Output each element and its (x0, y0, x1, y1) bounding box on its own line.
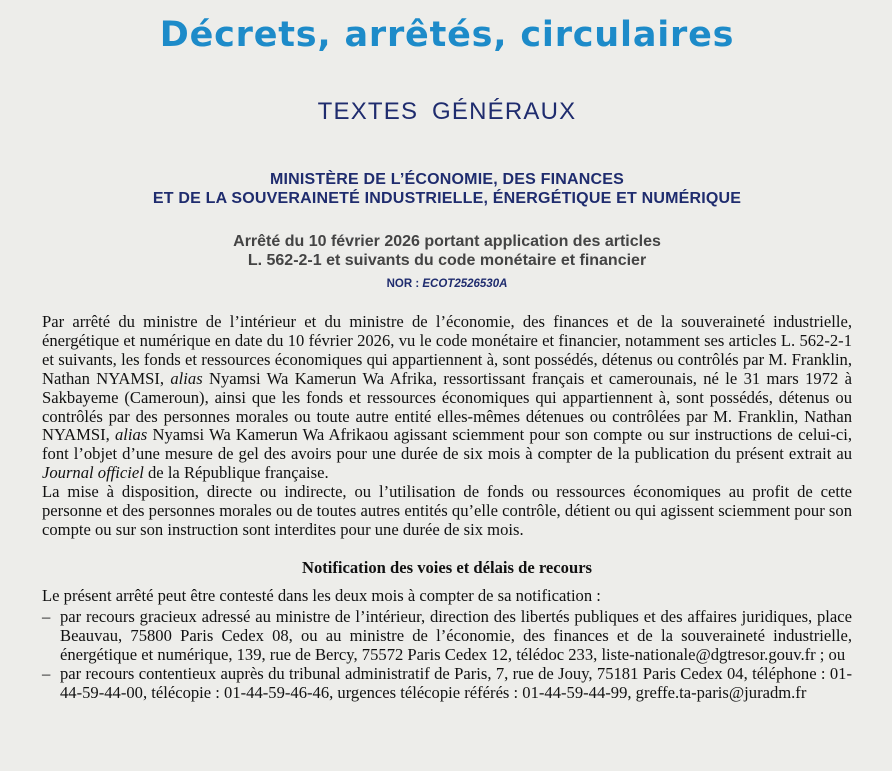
recours-item-gracieux (42, 608, 852, 665)
arrete-title (42, 232, 852, 270)
dash-bullet: – (42, 606, 51, 626)
ministry-line-2: ET DE LA SOUVERAINETÉ INDUSTRIELLE, ÉNERGÉTIQUE ET NUMÉRIQUE (152, 190, 742, 207)
dash-bullet: – (42, 663, 51, 683)
recours-item-text: par recours gracieux adressé au ministre de l’intérieur, direction des libertés publiques et des affaires juridiques, place Beauvau, 75800 Paris Cedex 08, ou au ministre de l’économie, des finances et de la souveraineté industrielle, énergétique et numérique, 139, rue de Bercy, 75572 Paris Cedex 12, télédoc 233, liste-nationale@dgtresor.gouv.fr ; ou (60, 606, 852, 664)
notification-heading: Notification des voies et délais de recours (301, 557, 593, 577)
recours-item-contentieux (42, 665, 852, 703)
arrete-title-line-2: L. 562-2-1 et suivants du code monétaire et financier (247, 252, 647, 269)
recours-list (42, 608, 852, 703)
ministry-heading (42, 170, 852, 208)
decree-body (42, 313, 852, 540)
sub-title: TEXTES GÉNÉRAUX (317, 98, 577, 125)
arrete-title-line-1: Arrêté du 10 février 2026 portant application des articles (233, 233, 661, 250)
body-paragraph-2: La mise à disposition, directe ou indirecte, ou l’utilisation de fonds ou ressources économiques au profit de cette personne et des personnes morales ou de toutes autres entités qu’elle contrôle, détient ou qui agissent sciemment pour son compte ou sur son instruction sont interdites pour une durée de six mois. (42, 482, 852, 539)
section-title: Décrets, arrêtés, circulaires (159, 15, 735, 55)
body-paragraph-1: Par arrêté du ministre de l’intérieur et du ministre de l’économie, des finances et de la souveraineté industrielle, énergétique et numérique en date du 10 février 2026, vu le code monétaire et financier, notamment ses articles L. 562-2-1 et suivants, les fonds et ressources économiques qui appartiennent à, sont possédés, détenus ou contrôlés par M. Franklin, Nathan NYAMSI, alias Nyamsi Wa Kamerun Wa Afrika, ressortissant français et camerounais, né le 31 mars 1972 à Sakbayeme (Cameroun), ainsi que les fonds et ressources économiques qui appartiennent à, sont possédés, détenus ou contrôlés par des personnes morales ou toute autre entité elles-mêmes détenues ou contrôlées par M. Franklin, Nathan NYAMSI, alias Nyamsi Wa Kamerun Wa Afrikaou agissant sciemment pour son compte ou sur instructions de celui-ci, font l’objet d’une mesure de gel des avoirs pour une durée de six mois à compter de la publication du présent extrait au Journal officiel de la République française. (42, 312, 853, 483)
nor-value: ECOT2526530A (422, 278, 508, 290)
recours-item-text: par recours contentieux auprès du tribunal administratif de Paris, 7, rue de Jouy, 75181 Paris Cedex 04, téléphone : 01-44-59-44-00, télécopie : 01-44-59-46-46, urgences télécopie référés : 01-44-59-44-99, greffe.ta-paris@juradm.fr (60, 663, 852, 702)
nor-reference (42, 278, 852, 290)
notification-intro: Le présent arrêté peut être contesté dans les deux mois à compter de sa notification : (42, 585, 601, 605)
ministry-line-1: MINISTÈRE DE L’ÉCONOMIE, DES FINANCES (269, 171, 625, 188)
nor-label: NOR : (386, 278, 420, 290)
